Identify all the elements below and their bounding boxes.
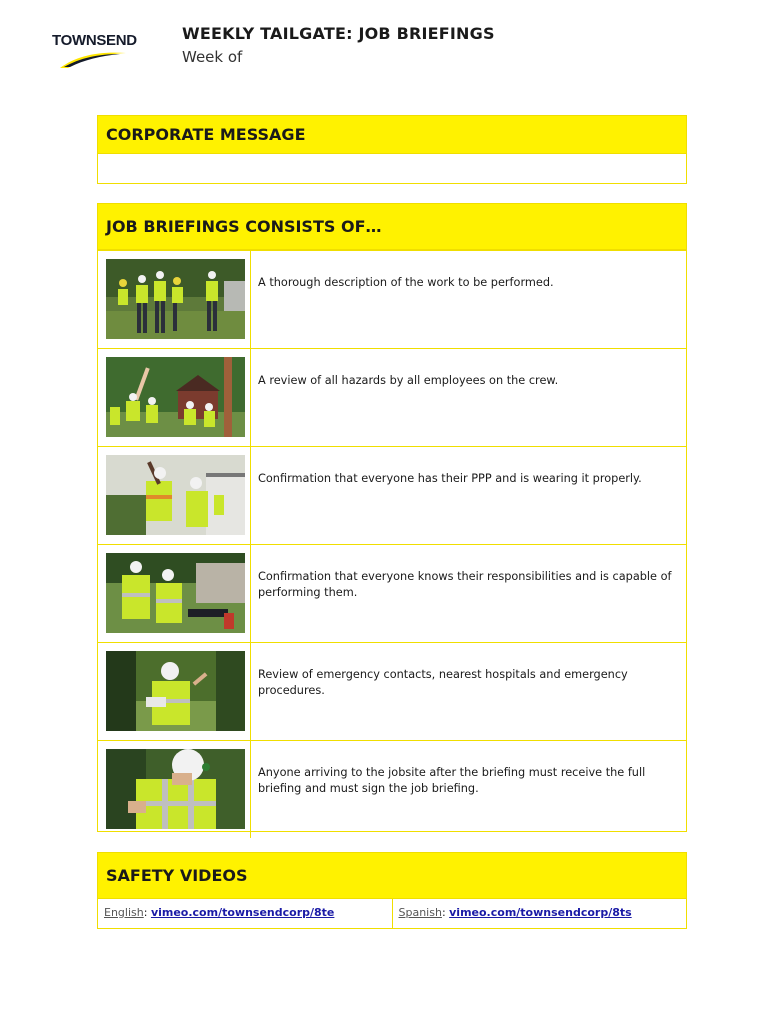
briefing-text: A review of all hazards by all employees on the crew. — [258, 374, 559, 387]
briefing-text: Review of emergency contacts, nearest hospitals and emergency procedures. — [258, 668, 628, 697]
safety-videos-section — [97, 852, 687, 929]
logo-text: TOWNSEND — [52, 32, 137, 49]
spanish-label: Spanish — [398, 906, 442, 919]
spanish-video-cell: Spanish: vimeo.com/townsendcorp/8ts — [398, 906, 632, 919]
corporate-message-section — [97, 115, 687, 184]
briefing-text: Confirmation that everyone has their PPP and is wearing it properly. — [258, 472, 642, 485]
briefing-text: Anyone arriving to the jobsite after the briefing must receive the full briefing and must sign the job briefing. — [258, 766, 646, 795]
briefing-row — [98, 250, 686, 348]
worker-signing-photo — [106, 749, 245, 829]
townsend-logo — [52, 30, 137, 70]
corporate-message-heading: CORPORATE MESSAGE — [98, 116, 686, 153]
english-label: English — [104, 906, 144, 919]
briefing-text: Confirmation that everyone knows their responsibilities and is capable of performing them. — [258, 570, 672, 599]
crew-pointing-photo — [106, 357, 245, 437]
job-briefings-heading: JOB BRIEFINGS CONSISTS OF… — [98, 204, 686, 250]
logo-swoosh-icon — [58, 48, 128, 70]
briefing-row — [98, 544, 686, 642]
safety-videos-heading: SAFETY VIDEOS — [98, 853, 686, 898]
briefing-row — [98, 446, 686, 544]
crew-ppe-photo — [106, 455, 245, 535]
crew-emergency-photo — [106, 651, 245, 731]
crew-meeting-photo — [106, 259, 245, 339]
document-title: WEEKLY TAILGATE: JOB BRIEFINGS — [182, 24, 495, 43]
job-briefings-section — [97, 203, 687, 832]
spanish-video-link[interactable]: vimeo.com/townsendcorp/8ts — [449, 906, 632, 919]
crew-responsibilities-photo — [106, 553, 245, 633]
corporate-message-body — [98, 153, 686, 184]
briefing-text: A thorough description of the work to be performed. — [258, 276, 554, 289]
week-of-label: Week of — [182, 48, 243, 66]
english-video-cell: English: vimeo.com/townsendcorp/8te — [98, 899, 393, 929]
briefing-row — [98, 740, 686, 838]
briefing-row — [98, 642, 686, 740]
english-video-link[interactable]: vimeo.com/townsendcorp/8te — [150, 906, 335, 919]
briefing-row — [98, 348, 686, 446]
